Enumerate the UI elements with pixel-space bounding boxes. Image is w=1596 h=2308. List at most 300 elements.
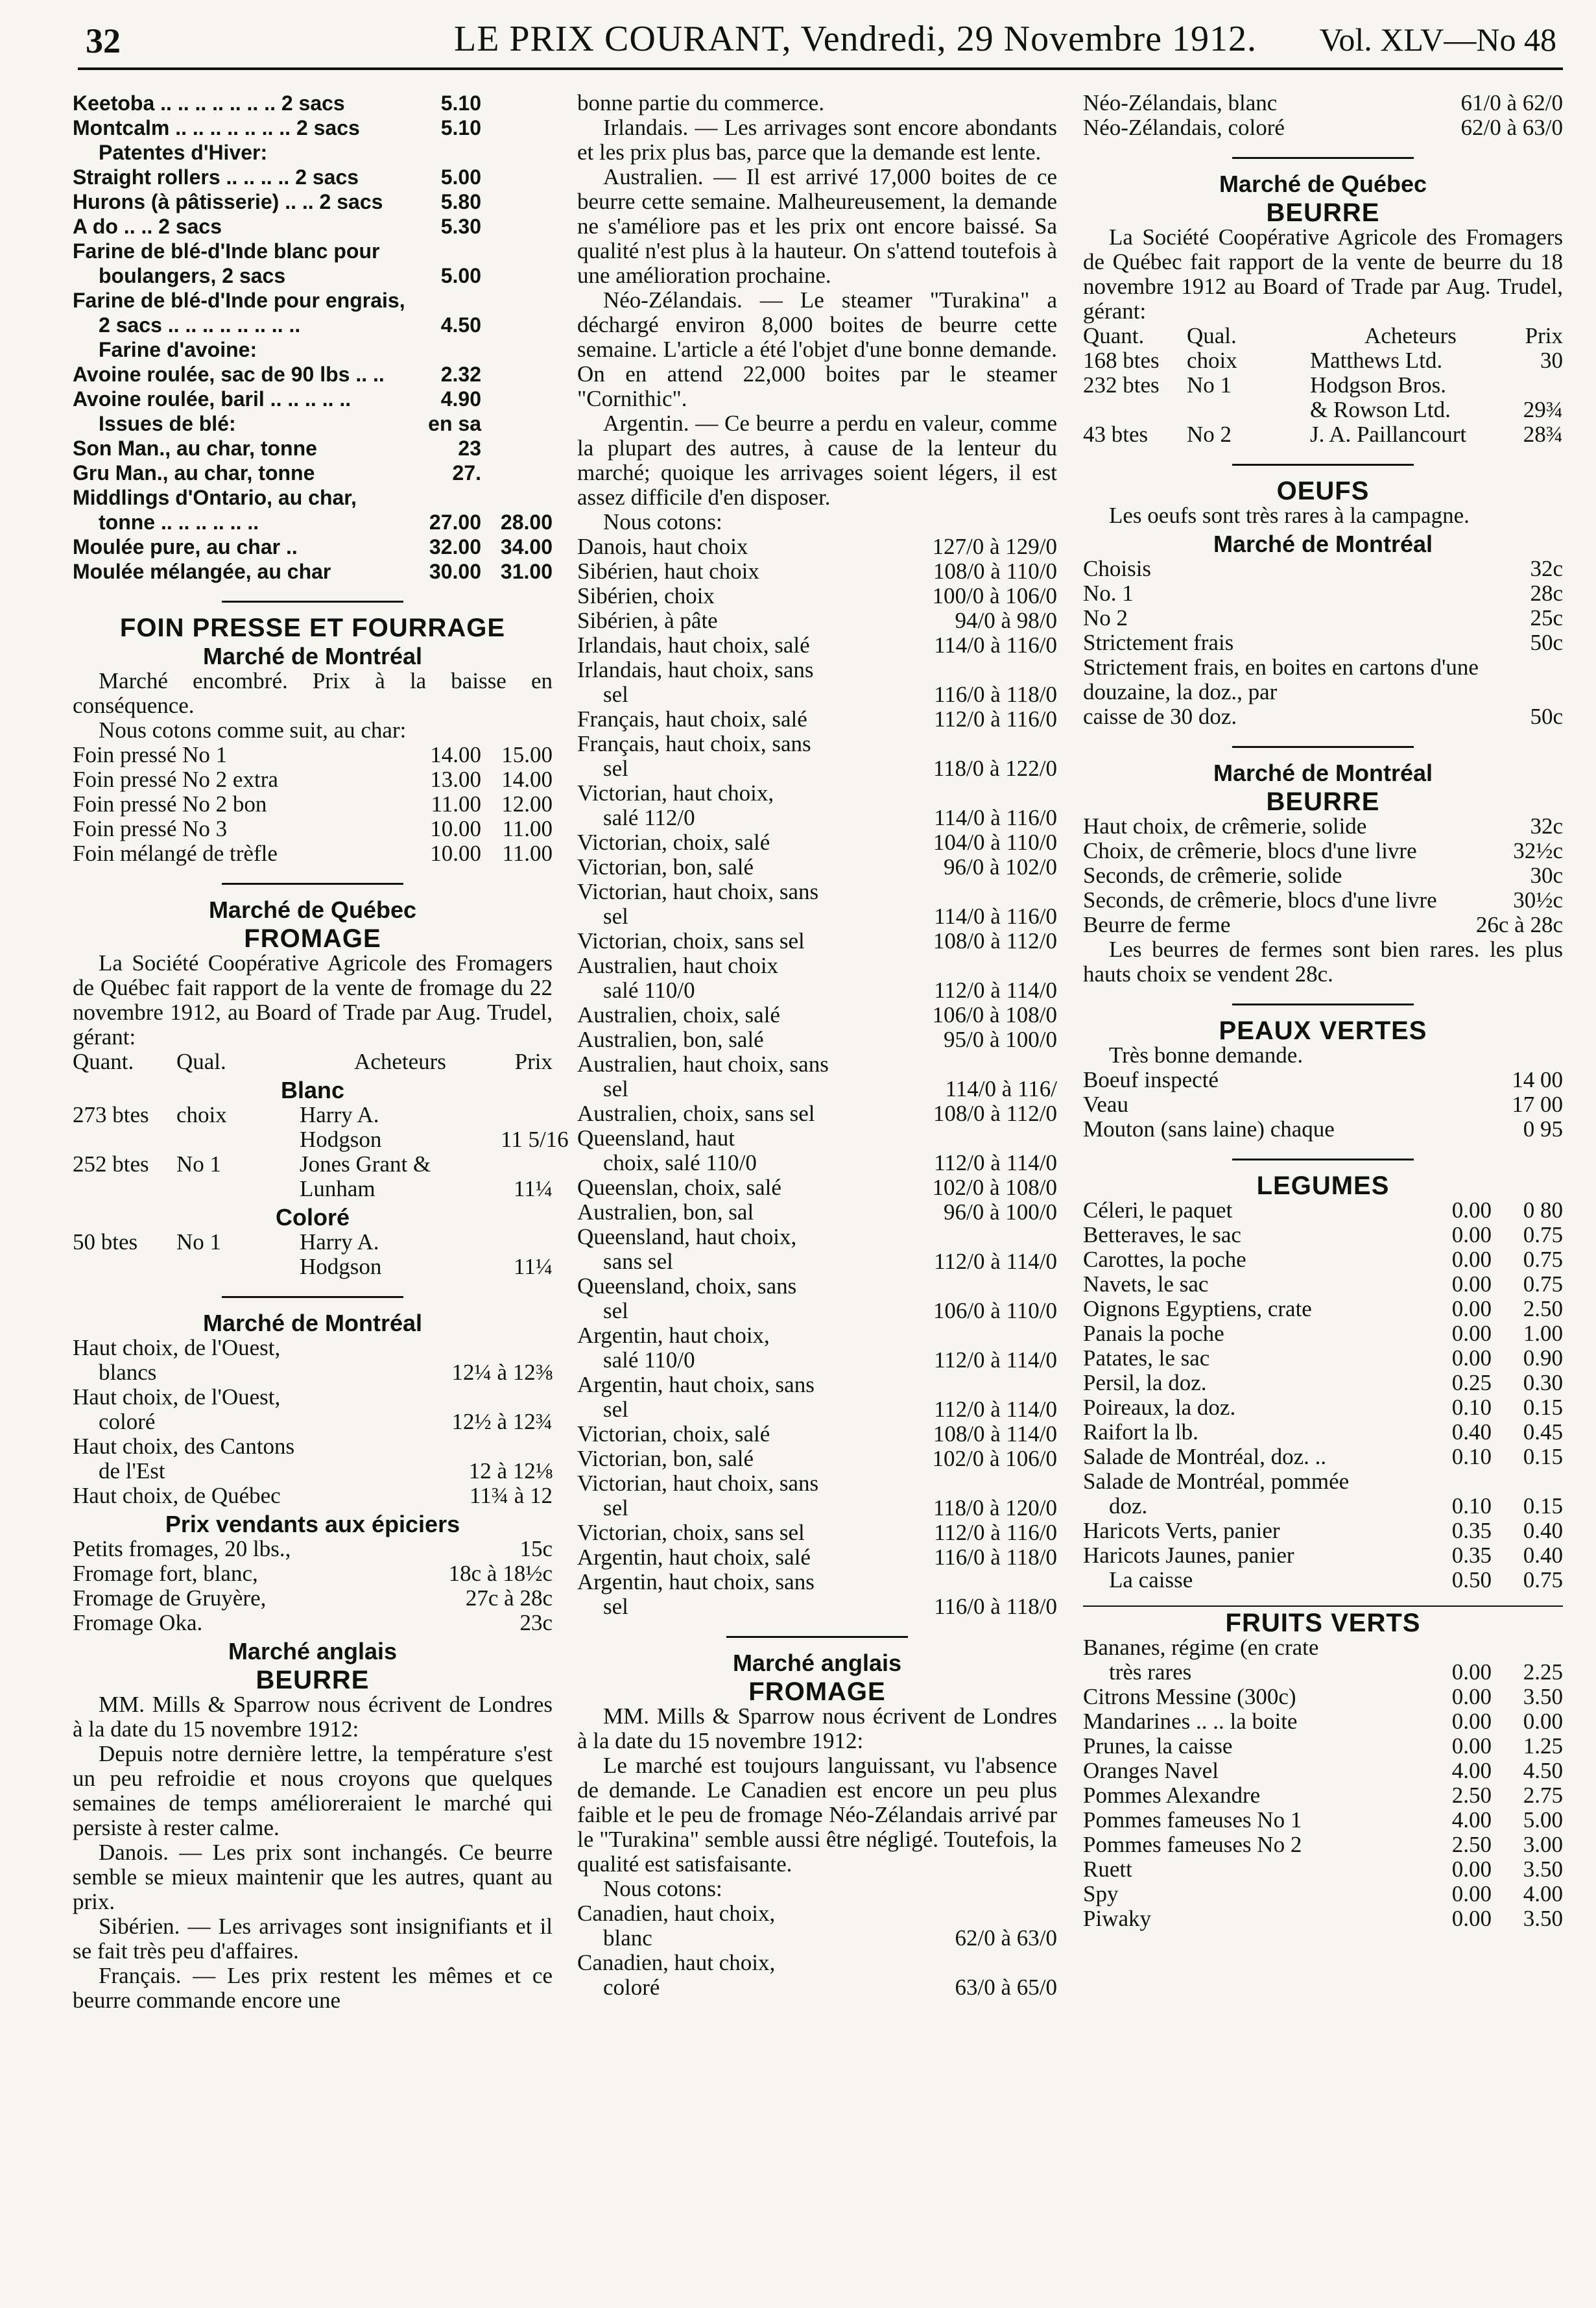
- section-rule: [1232, 1004, 1414, 1005]
- price-row: [1083, 913, 1563, 937]
- sale-buyer: & Rowson Ltd.: [1310, 397, 1451, 422]
- sale-buyer: J. A. Paillancourt: [1310, 422, 1467, 447]
- column-2: [577, 91, 1057, 2283]
- sale-qual: [1187, 398, 1310, 422]
- price-row: [577, 1225, 1057, 1249]
- sale-row: [73, 1103, 553, 1127]
- foin-intro-2: Nous cotons comme suit, au char:: [99, 717, 407, 743]
- item-price: 17 00: [1512, 1092, 1563, 1117]
- price-row: [577, 1422, 1057, 1447]
- sale-quant: [73, 1127, 176, 1152]
- item-label: Céleri, le paquet: [1083, 1197, 1233, 1223]
- sale-price: 30: [1540, 348, 1563, 373]
- item-price: 106/0 à 110/0: [933, 1298, 1057, 1323]
- item-label: Français, haut choix, sans: [577, 731, 811, 756]
- sale-row: [1083, 422, 1563, 447]
- item-label: Piwaky: [1083, 1906, 1151, 1931]
- item-label: sel: [603, 1495, 628, 1521]
- price-high: 0.75: [1523, 1567, 1563, 1593]
- price-high: 4.50: [1523, 1758, 1563, 1783]
- item-label: Haut choix, de Québec: [73, 1483, 281, 1508]
- sale-price: 11 5/16: [501, 1127, 569, 1152]
- section-rule: [222, 1296, 403, 1298]
- price-row: [1083, 814, 1563, 839]
- price-row: [73, 362, 553, 387]
- oeufs-subtitle: Marché de Montréal: [1213, 531, 1433, 557]
- item-label: salé 110/0: [603, 978, 695, 1003]
- sale-quant: 43 btes: [1083, 422, 1149, 447]
- anglais-p3: Danois. — Les prix sont inchangés. Ce beurre semble se mieux maintenir que les autres, quant au prix.: [73, 1840, 553, 1914]
- item-price: 11¾ à 12: [470, 1483, 553, 1508]
- item-label: Farine de blé-d'Inde blanc pour: [73, 239, 380, 263]
- item-label: Australien, choix, sans sel: [577, 1101, 815, 1126]
- price-row: [73, 1385, 553, 1410]
- price-row: [1083, 1783, 1563, 1808]
- sale-quant: 168 btes: [1083, 348, 1160, 373]
- price-row: [577, 1200, 1057, 1225]
- price-low: 0.00: [1451, 1857, 1492, 1882]
- item-label: Ruett: [1083, 1857, 1132, 1882]
- section-rule: [1232, 746, 1414, 748]
- item-price: 26c à 28c: [1475, 912, 1563, 937]
- price-row: [1083, 1660, 1563, 1685]
- item-label: Haricots Jaunes, panier: [1083, 1543, 1294, 1568]
- item-price: 108/0 à 114/0: [933, 1421, 1057, 1447]
- price-row: [1083, 1297, 1563, 1321]
- price-row: [73, 1586, 553, 1611]
- price-low: 0.00: [1451, 1659, 1492, 1685]
- price-row: [1083, 839, 1563, 863]
- anglais-p2: Depuis notre dernière lettre, la température s'est un peu refroidie et nous croyons que quelques semaines de temps amélioreraient le marché qui persiste à rester calme.: [73, 1741, 553, 1840]
- price-row: [1083, 581, 1563, 606]
- price-low: 5.30: [440, 215, 481, 238]
- anglais-p1: MM. Mills & Sparrow nous écrivent de Londres à la date du 15 novembre 1912:: [73, 1692, 553, 1742]
- price-low: 5.00: [440, 264, 481, 287]
- price-low: en sa: [428, 412, 481, 435]
- price-row: [73, 165, 553, 189]
- price-row: [577, 682, 1057, 707]
- foin-intro: Marché encombré. Prix à la baisse en conséquence.: [73, 668, 553, 718]
- item-label: Danois, haut choix: [577, 534, 748, 559]
- item-label: A do .. .. 2 sacs: [73, 215, 222, 238]
- fromage-quebec-colore: Coloré: [275, 1204, 350, 1231]
- price-high: 0.75: [1523, 1271, 1563, 1297]
- price-high: 3.50: [1523, 1906, 1563, 1931]
- item-price: 112/0 à 114/0: [934, 1249, 1057, 1274]
- price-row: [577, 1323, 1057, 1348]
- item-price: 30½c: [1513, 887, 1563, 913]
- oeufs-title: OEUFS: [1276, 477, 1370, 505]
- sale-qual: choix: [176, 1102, 227, 1127]
- sale-price: 28¾: [1523, 422, 1563, 447]
- price-row: [577, 1028, 1057, 1052]
- beurre-montreal-subtitle: BEURRE: [1266, 787, 1380, 816]
- item-label: Seconds, de crêmerie, blocs d'une livre: [1083, 887, 1437, 913]
- price-low: 5.10: [440, 91, 481, 115]
- item-label: La caisse: [1109, 1567, 1193, 1593]
- sale-row: [73, 1230, 553, 1255]
- price-row: [1083, 1092, 1563, 1117]
- page-number: 32: [86, 21, 121, 60]
- price-row: [577, 1052, 1057, 1077]
- sale-price: [501, 1230, 553, 1255]
- price-low: 0.00: [1451, 1881, 1492, 1906]
- sale-buyer: Jones Grant &: [300, 1151, 431, 1177]
- fromage-quebec-intro: La Société Coopérative Agricole des Fromagers de Québec fait rapport de la vente de fromage du 22 novembre 1912, au Board of Trade par Aug. Trudel, gérant:: [73, 950, 553, 1050]
- fromage-anglais-subtitle: FROMAGE: [748, 1677, 886, 1706]
- price-row: [1083, 1068, 1563, 1092]
- price-row: [73, 559, 553, 584]
- price-row: [73, 288, 553, 313]
- price-row: [577, 880, 1057, 904]
- price-low: 5.10: [440, 116, 481, 139]
- item-label: Spy: [1083, 1881, 1119, 1906]
- sale-row: [1083, 398, 1563, 422]
- price-low: 2.32: [440, 363, 481, 386]
- price-row: [577, 559, 1057, 584]
- price-high: 12.00: [501, 791, 553, 817]
- item-price: 112/0 à 114/0: [934, 1347, 1057, 1373]
- price-high: 1.25: [1523, 1733, 1563, 1759]
- sale-row: [1083, 373, 1563, 398]
- peaux-list: [1083, 1068, 1563, 1142]
- item-price: 23c: [519, 1610, 553, 1635]
- item-price: 112/0 à 116/0: [934, 706, 1057, 732]
- item-label: Victorian, choix, sans sel: [577, 1520, 805, 1545]
- item-price: 108/0 à 110/0: [933, 559, 1057, 584]
- item-label: Strictement frais: [1083, 630, 1234, 655]
- col-quant: Quant.: [1083, 323, 1145, 348]
- price-high: 3.50: [1523, 1857, 1563, 1882]
- farine-list: [73, 91, 553, 584]
- col-qual: Qual.: [1187, 323, 1237, 348]
- item-label: Néo-Zélandais, blanc: [1083, 90, 1278, 115]
- section-rule: [1083, 1605, 1563, 1607]
- sale-qual: [176, 1177, 300, 1201]
- oeufs-intro: Les oeufs sont très rares à la campagne.: [1109, 503, 1470, 528]
- item-label: No 2: [1083, 605, 1128, 631]
- price-low: 4.50: [440, 313, 481, 337]
- item-label: Australien, haut choix, sans: [577, 1052, 829, 1077]
- price-low: 14.00: [430, 742, 481, 767]
- price-row: [73, 239, 553, 263]
- item-label: Canadien, haut choix,: [577, 1901, 776, 1926]
- sale-qual: No 2: [1187, 422, 1232, 447]
- item-price: 108/0 à 112/0: [933, 1101, 1057, 1126]
- beurre-quebec-column-headers: [1083, 324, 1563, 348]
- price-row: [577, 1299, 1057, 1323]
- item-label: sel: [603, 1076, 628, 1101]
- price-row: [1083, 655, 1563, 704]
- item-label: doz.: [1109, 1493, 1148, 1519]
- price-high: 28.00: [500, 511, 553, 534]
- item-label: très rares: [1109, 1659, 1192, 1685]
- item-price: 94/0 à 98/0: [955, 608, 1057, 633]
- item-price: 96/0 à 100/0: [944, 1199, 1057, 1225]
- price-low: 2.50: [1451, 1783, 1492, 1808]
- item-price: 114/0 à 116/: [945, 1076, 1057, 1101]
- item-price: 114/0 à 116/0: [934, 805, 1057, 830]
- beurre-quebec-title: Marché de Québec: [1219, 171, 1427, 197]
- item-label: sel: [603, 682, 628, 707]
- price-row: [73, 1434, 553, 1459]
- sale-qual: No 1: [176, 1151, 222, 1177]
- price-high: 14.00: [501, 767, 553, 792]
- sale-quant: [73, 1177, 176, 1201]
- price-row: [1083, 606, 1563, 631]
- price-high: 0.15: [1523, 1493, 1563, 1519]
- price-row: [1083, 115, 1563, 140]
- price-low: 0.00: [1451, 1296, 1492, 1321]
- item-label: Oignons Egyptiens, crate: [1083, 1296, 1312, 1321]
- price-high: 34.00: [500, 535, 553, 559]
- price-row: [73, 743, 553, 767]
- item-label: Sibérien, choix: [577, 583, 715, 608]
- item-label: Pommes Alexandre: [1083, 1783, 1261, 1808]
- sale-qual: No 1: [176, 1229, 222, 1255]
- beurre-quebec-intro: La Société Coopérative Agricole des Fromagers de Québec fait rapport de la vente de beurre du 18 novembre 1912 au Board of Trade par Aug. Trudel, gérant:: [1083, 224, 1563, 324]
- item-price: 28c: [1530, 581, 1563, 606]
- item-label: Haut choix, de crêmerie, solide: [1083, 813, 1367, 839]
- beurre-p3: Australien. — Il est arrivé 17,000 boites de ce beurre cette semaine. Malheureusement, la demande ne s'améliore pas et les prix ont encore baissé. Sa qualité n'est plus à la hauteur. On s'attend toutefois à une amélioration prochaine.: [577, 164, 1057, 288]
- sale-row: [73, 1152, 553, 1177]
- item-price: 12 à 12⅛: [468, 1458, 553, 1484]
- price-row: [73, 263, 553, 288]
- item-price: 108/0 à 112/0: [933, 928, 1057, 954]
- section-rule: [222, 883, 403, 885]
- fromage-quebec-colore-list: [73, 1230, 553, 1279]
- price-row: [577, 1151, 1057, 1175]
- beurre-p2: Irlandais. — Les arrivages sont encore abondants et les prix plus bas, parce que la demande est lente.: [577, 115, 1057, 165]
- price-high: 3.00: [1523, 1832, 1563, 1857]
- price-row: [73, 1537, 553, 1561]
- price-high: 4.00: [1523, 1881, 1563, 1906]
- item-label: Fromage Oka.: [73, 1610, 203, 1635]
- price-row: [577, 1077, 1057, 1101]
- item-label: Irlandais, haut choix, sans: [577, 657, 814, 682]
- item-label: Choisis: [1083, 556, 1152, 581]
- item-label: Petits fromages, 20 lbs.,: [73, 1536, 291, 1561]
- item-label: Queensland, haut choix,: [577, 1224, 797, 1249]
- item-label: Foin mélangé de trèfle: [73, 841, 278, 866]
- peaux-title: PEAUX VERTES: [1219, 1016, 1427, 1045]
- foin-subtitle: Marché de Montréal: [202, 643, 423, 669]
- item-price: 32½c: [1513, 838, 1563, 863]
- item-price: 112/0 à 114/0: [934, 1150, 1057, 1175]
- item-price: 62/0 à 63/0: [955, 1925, 1057, 1951]
- price-row: [577, 707, 1057, 732]
- price-row: [577, 1901, 1057, 1926]
- item-price: 102/0 à 108/0: [932, 1175, 1057, 1200]
- price-low: 4.90: [440, 387, 481, 411]
- price-row: [577, 954, 1057, 978]
- item-label: Sibérien, à pâte: [577, 608, 718, 633]
- item-label: Haut choix, de l'Ouest,: [73, 1384, 281, 1410]
- price-row: [1083, 557, 1563, 581]
- price-row: [577, 1126, 1057, 1151]
- item-label: Néo-Zélandais, coloré: [1083, 115, 1285, 140]
- item-label: Salade de Montréal, pommée: [1083, 1469, 1350, 1494]
- price-low: 11.00: [431, 791, 481, 817]
- item-label: Bananes, régime (en crate: [1083, 1635, 1319, 1660]
- price-row: [73, 817, 553, 841]
- price-high: 3.50: [1523, 1684, 1563, 1709]
- price-row: [73, 1459, 553, 1484]
- item-label: coloré: [603, 1975, 660, 2000]
- item-label: Patates, le sac: [1083, 1345, 1210, 1371]
- item-price: 30c: [1530, 863, 1563, 888]
- sale-qual: [176, 1127, 300, 1152]
- price-high: 2.25: [1523, 1659, 1563, 1685]
- sale-row: [73, 1255, 553, 1279]
- item-label: Gru Man., au char, tonne: [73, 461, 315, 485]
- section-rule: [1232, 464, 1414, 466]
- price-high: 0.15: [1523, 1395, 1563, 1420]
- price-row: [1083, 1247, 1563, 1272]
- price-high: 5.00: [1523, 1807, 1563, 1833]
- price-row: [577, 756, 1057, 781]
- beurre-quebec-subtitle: BEURRE: [1266, 198, 1380, 227]
- sale-buyer: Hodgson Bros.: [1310, 372, 1447, 398]
- price-row: [577, 1175, 1057, 1200]
- item-label: Victorian, choix, sans sel: [577, 928, 805, 954]
- sale-buyer: Hodgson: [300, 1127, 382, 1152]
- item-label: Hurons (à pâtisserie) .. .. 2 sacs: [73, 190, 383, 213]
- price-low: 0.50: [1451, 1567, 1492, 1593]
- item-price: 96/0 à 102/0: [944, 854, 1057, 880]
- item-label: Foin pressé No 3: [73, 816, 228, 841]
- item-label: Salade de Montréal, doz. ..: [1083, 1444, 1327, 1469]
- item-label: caisse de 30 doz.: [1083, 704, 1237, 729]
- fromage-anglais-title: Marché anglais: [732, 1650, 902, 1676]
- beurre-montreal-note: Les beurres de fermes sont bien rares. les plus hauts choix se vendent 28c.: [1083, 937, 1563, 987]
- item-label: Haut choix, des Cantons: [73, 1434, 295, 1459]
- price-row: [73, 337, 553, 362]
- price-row: [1083, 863, 1563, 888]
- item-label: blancs: [99, 1360, 157, 1385]
- item-price: 100/0 à 106/0: [932, 583, 1057, 608]
- price-row: [1083, 1371, 1563, 1395]
- sale-qual: choix: [1187, 348, 1237, 373]
- price-row: [577, 1003, 1057, 1028]
- price-low: 0.35: [1451, 1518, 1492, 1543]
- sale-quant: 252 btes: [73, 1151, 149, 1177]
- price-low: 4.00: [1451, 1758, 1492, 1783]
- price-row: [1083, 1321, 1563, 1346]
- item-label: Citrons Messine (300c): [1083, 1684, 1296, 1709]
- sale-price: 11¼: [514, 1254, 553, 1279]
- item-label: Navets, le sac: [1083, 1271, 1209, 1297]
- price-row: [1083, 1906, 1563, 1931]
- item-price: 62/0 à 63/0: [1460, 115, 1563, 140]
- price-row: [577, 584, 1057, 608]
- item-label: Victorian, bon, salé: [577, 854, 754, 880]
- legumes-list: [1083, 1198, 1563, 1593]
- price-row: [1083, 1759, 1563, 1783]
- col-qual: Qual.: [176, 1049, 226, 1074]
- fromage-quebec-blanc-list: [73, 1102, 569, 1201]
- fromage-quebec-title: Marché de Québec: [208, 896, 417, 923]
- price-high: 0 80: [1523, 1197, 1563, 1223]
- column-3: [1083, 91, 1563, 2283]
- price-low: 23: [458, 437, 481, 460]
- item-price: 127/0 à 129/0: [932, 534, 1057, 559]
- item-label: de l'Est: [99, 1458, 165, 1484]
- item-label: Avoine roulée, sac de 90 lbs .. ..: [73, 363, 385, 386]
- price-row: [1083, 1709, 1563, 1734]
- price-row: [73, 91, 553, 115]
- item-label: Farine de blé-d'Inde pour engrais,: [73, 289, 405, 312]
- price-row: [1083, 1734, 1563, 1759]
- price-row: [1083, 888, 1563, 913]
- section-rule: [726, 1636, 908, 1638]
- newspaper-title: LE PRIX COURANT, Vendredi, 29 Novembre 1912.: [454, 19, 1257, 59]
- price-high: 2.50: [1523, 1296, 1563, 1321]
- col-prix: Prix: [514, 1049, 553, 1074]
- price-high: 11.00: [502, 841, 553, 866]
- item-label: Argentin, haut choix, sans: [577, 1372, 815, 1397]
- price-row: [577, 633, 1057, 658]
- epiciers-title: Prix vendants aux épiciers: [165, 1511, 460, 1537]
- section-rule: [1232, 1159, 1414, 1160]
- beurre-montreal-list: [1083, 814, 1563, 937]
- price-low: 27.00: [429, 511, 481, 534]
- item-label: Son Man., au char, tonne: [73, 437, 317, 460]
- sale-quant: 273 btes: [73, 1102, 149, 1127]
- sale-buyer: Harry A.: [300, 1102, 379, 1127]
- price-low: 0.00: [1451, 1222, 1492, 1247]
- item-label: salé 112/0: [603, 805, 695, 830]
- sale-row: [73, 1177, 553, 1201]
- item-label: Victorian, haut choix, sans: [577, 1471, 819, 1496]
- price-row: [73, 115, 553, 140]
- price-low: 0.25: [1451, 1370, 1492, 1395]
- price-row: [73, 767, 553, 792]
- sale-price: 11¼: [514, 1176, 553, 1201]
- item-price: 63/0 à 65/0: [955, 1975, 1057, 2000]
- price-row: [577, 1447, 1057, 1471]
- item-label: Choix, de crêmerie, blocs d'une livre: [1083, 838, 1417, 863]
- item-label: Queensland, haut: [577, 1125, 735, 1151]
- price-row: [73, 1484, 553, 1508]
- sale-buyer: Lunham: [300, 1176, 375, 1201]
- price-low: 0.00: [1451, 1197, 1492, 1223]
- price-high: 0.30: [1523, 1370, 1563, 1395]
- item-label: Veau: [1083, 1092, 1128, 1117]
- item-label: Queensland, choix, sans: [577, 1273, 797, 1299]
- price-row: [73, 792, 553, 817]
- beurre-quebec-list: [1083, 348, 1563, 447]
- item-label: Betteraves, le sac: [1083, 1222, 1241, 1247]
- price-row: [1083, 1117, 1563, 1142]
- foin-title: FOIN PRESSE ET FOURRAGE: [119, 614, 506, 642]
- item-label: Irlandais, haut choix, salé: [577, 632, 810, 658]
- item-price: 50c: [1530, 704, 1563, 729]
- price-row: [1083, 1346, 1563, 1371]
- price-row: [577, 1249, 1057, 1274]
- price-low: 0.10: [1451, 1395, 1492, 1420]
- price-row: [577, 1373, 1057, 1397]
- header-rule: [78, 67, 1563, 70]
- sale-qual: No 1: [1187, 372, 1232, 398]
- item-label: Boeuf inspecté: [1083, 1067, 1219, 1092]
- price-row: [73, 485, 553, 510]
- price-row: [1083, 1469, 1563, 1494]
- item-label: Foin pressé No 2 extra: [73, 767, 278, 792]
- price-row: [1083, 1494, 1563, 1519]
- price-row: [1083, 1833, 1563, 1857]
- price-row: [73, 189, 553, 214]
